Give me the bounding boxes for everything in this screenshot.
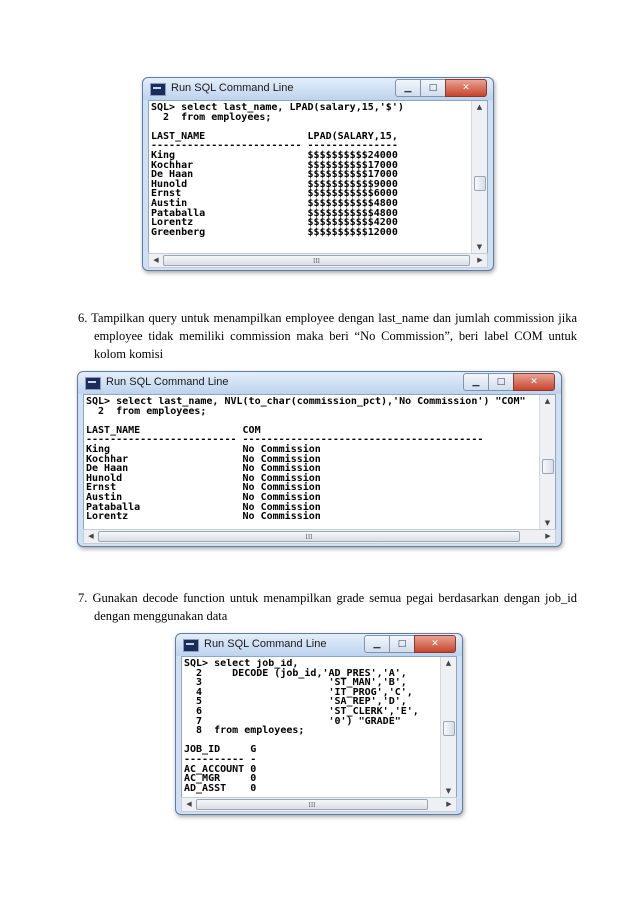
console-line: Lorentz $$$$$$$$$$$4200 <box>151 217 398 229</box>
console-line: Hunold No Commission <box>86 472 321 484</box>
console-line: ---------- - <box>184 753 257 765</box>
minimize-button[interactable]: ▁ <box>463 373 489 391</box>
sql-app-icon <box>183 639 199 652</box>
console-line: De Haan $$$$$$$$$$17000 <box>151 169 398 181</box>
console-line: Pataballa $$$$$$$$$$$4800 <box>151 207 398 219</box>
console-line: Greenberg $$$$$$$$$$12000 <box>151 226 398 238</box>
scroll-thumb[interactable] <box>542 459 554 474</box>
window-titlebar[interactable] <box>176 634 462 656</box>
console-line: AD_ASST 0 <box>184 782 257 794</box>
scroll-up-icon[interactable]: ▲ <box>476 103 483 111</box>
console-line: 5 'SA_REP','D', <box>184 696 407 708</box>
console-line: AC_MGR 0 <box>184 773 257 785</box>
console-line: Lorentz No Commission <box>86 511 321 523</box>
scroll-up-icon[interactable]: ▲ <box>445 659 452 667</box>
console-line: 4 'IT_PROG','C', <box>184 686 413 698</box>
console-area[interactable] <box>83 394 556 531</box>
console-line: Austin No Commission <box>86 491 321 503</box>
console-line: Ernst No Commission <box>86 482 321 494</box>
sql-window-1 <box>142 77 494 271</box>
minimize-button[interactable]: ▁ <box>364 635 390 653</box>
console-line: 3 'ST_MAN','B', <box>184 677 407 689</box>
maximize-button[interactable]: □ <box>420 79 446 97</box>
scroll-right-icon[interactable]: ▶ <box>545 532 551 540</box>
close-button[interactable]: ✕ <box>445 79 487 97</box>
horizontal-scroll-thumb[interactable] <box>196 799 428 810</box>
console-line: 7 '0') "GRADE" <box>184 715 401 727</box>
grip-icon: III <box>305 533 313 541</box>
scroll-left-icon[interactable]: ◀ <box>186 800 192 808</box>
console-line: 8 from employees; <box>184 725 305 737</box>
window-title: Run SQL Command Line <box>171 82 294 94</box>
window-titlebar[interactable] <box>143 78 493 100</box>
scroll-down-icon[interactable]: ▼ <box>544 519 551 527</box>
instruction-7: 7. Gunakan decode function untuk menampilkan grade semua pegai berdasarkan dengan job_id dengan menggunakan data <box>78 591 577 623</box>
scroll-down-icon[interactable]: ▼ <box>476 243 483 251</box>
scroll-down-icon[interactable]: ▼ <box>445 787 452 795</box>
window-title: Run SQL Command Line <box>204 638 327 650</box>
console-line: King $$$$$$$$$$24000 <box>151 149 398 161</box>
console-line: Kochhar No Commission <box>86 453 321 465</box>
grip-icon: III <box>313 257 320 265</box>
maximize-button[interactable]: □ <box>389 635 415 653</box>
scroll-up-icon[interactable]: ▲ <box>544 397 551 405</box>
console-output <box>86 397 538 530</box>
console-line: 2 from employees; <box>151 111 272 123</box>
window-titlebar[interactable] <box>78 372 561 394</box>
sql-app-icon <box>150 83 166 96</box>
console-line: 6 'ST_CLERK','E', <box>184 705 419 717</box>
vertical-scrollbar[interactable] <box>539 395 555 530</box>
vertical-scrollbar[interactable] <box>471 101 487 254</box>
console-line: 2 from employees; <box>86 405 207 417</box>
console-line: LAST_NAME COM <box>86 424 261 436</box>
vertical-scrollbar[interactable] <box>440 657 456 798</box>
minimize-button[interactable]: ▁ <box>395 79 421 97</box>
close-button[interactable]: ✕ <box>513 373 555 391</box>
console-line: King No Commission <box>86 443 321 455</box>
console-output <box>151 103 470 254</box>
console-line: SQL> select job_id, <box>184 659 299 669</box>
console-line: Pataballa No Commission <box>86 501 321 513</box>
scroll-right-icon[interactable]: ▶ <box>477 256 483 264</box>
scroll-right-icon[interactable]: ▶ <box>446 800 452 808</box>
console-output <box>184 659 439 798</box>
instruction-6: 6. Tampilkan query untuk menampilkan employee dengan last_name dan jumlah commission jika employee tidak memiliki commission maka beri “No Commission”, beri label COM untuk kolom komisi <box>78 311 577 361</box>
console-line: De Haan No Commission <box>86 463 321 475</box>
maximize-button[interactable]: □ <box>488 373 514 391</box>
console-line: 2 DECODE (job_id,'AD_PRES','A', <box>184 667 407 679</box>
horizontal-scrollbar[interactable] <box>181 797 457 812</box>
console-line: ------------------------- --------------- <box>151 140 398 152</box>
console-line: Ernst $$$$$$$$$$$6000 <box>151 188 398 200</box>
sql-window-3 <box>175 633 463 815</box>
console-line: Hunold $$$$$$$$$$$9000 <box>151 178 398 190</box>
scroll-thumb[interactable] <box>443 721 455 736</box>
console-line: LAST_NAME LPAD(SALARY,15, <box>151 130 398 142</box>
horizontal-scroll-thumb[interactable] <box>98 531 520 542</box>
scroll-left-icon[interactable]: ◀ <box>88 532 94 540</box>
horizontal-scrollbar[interactable] <box>148 253 488 268</box>
console-area[interactable] <box>148 100 488 255</box>
scroll-thumb[interactable] <box>474 176 486 191</box>
console-area[interactable] <box>181 656 457 799</box>
window-title: Run SQL Command Line <box>106 376 229 388</box>
console-line: AC_ACCOUNT 0 <box>184 763 257 775</box>
console-line: SQL> select last_name, LPAD(salary,15,'$') <box>151 103 404 113</box>
console-line: Kochhar $$$$$$$$$$17000 <box>151 159 398 171</box>
sql-window-2 <box>77 371 562 547</box>
grip-icon: III <box>308 801 316 809</box>
horizontal-scroll-thumb[interactable] <box>163 255 470 266</box>
sql-app-icon <box>85 377 101 390</box>
console-line: Austin $$$$$$$$$$$4800 <box>151 197 398 209</box>
console-line: ------------------------- ---------------------------------------- <box>86 434 484 446</box>
close-button[interactable]: ✕ <box>414 635 456 653</box>
console-line: JOB_ID G <box>184 744 257 756</box>
console-line: SQL> select last_name, NVL(to_char(commission_pct),'No Commission') "COM" <box>86 397 526 407</box>
scroll-left-icon[interactable]: ◀ <box>153 256 159 264</box>
horizontal-scrollbar[interactable] <box>83 529 556 544</box>
